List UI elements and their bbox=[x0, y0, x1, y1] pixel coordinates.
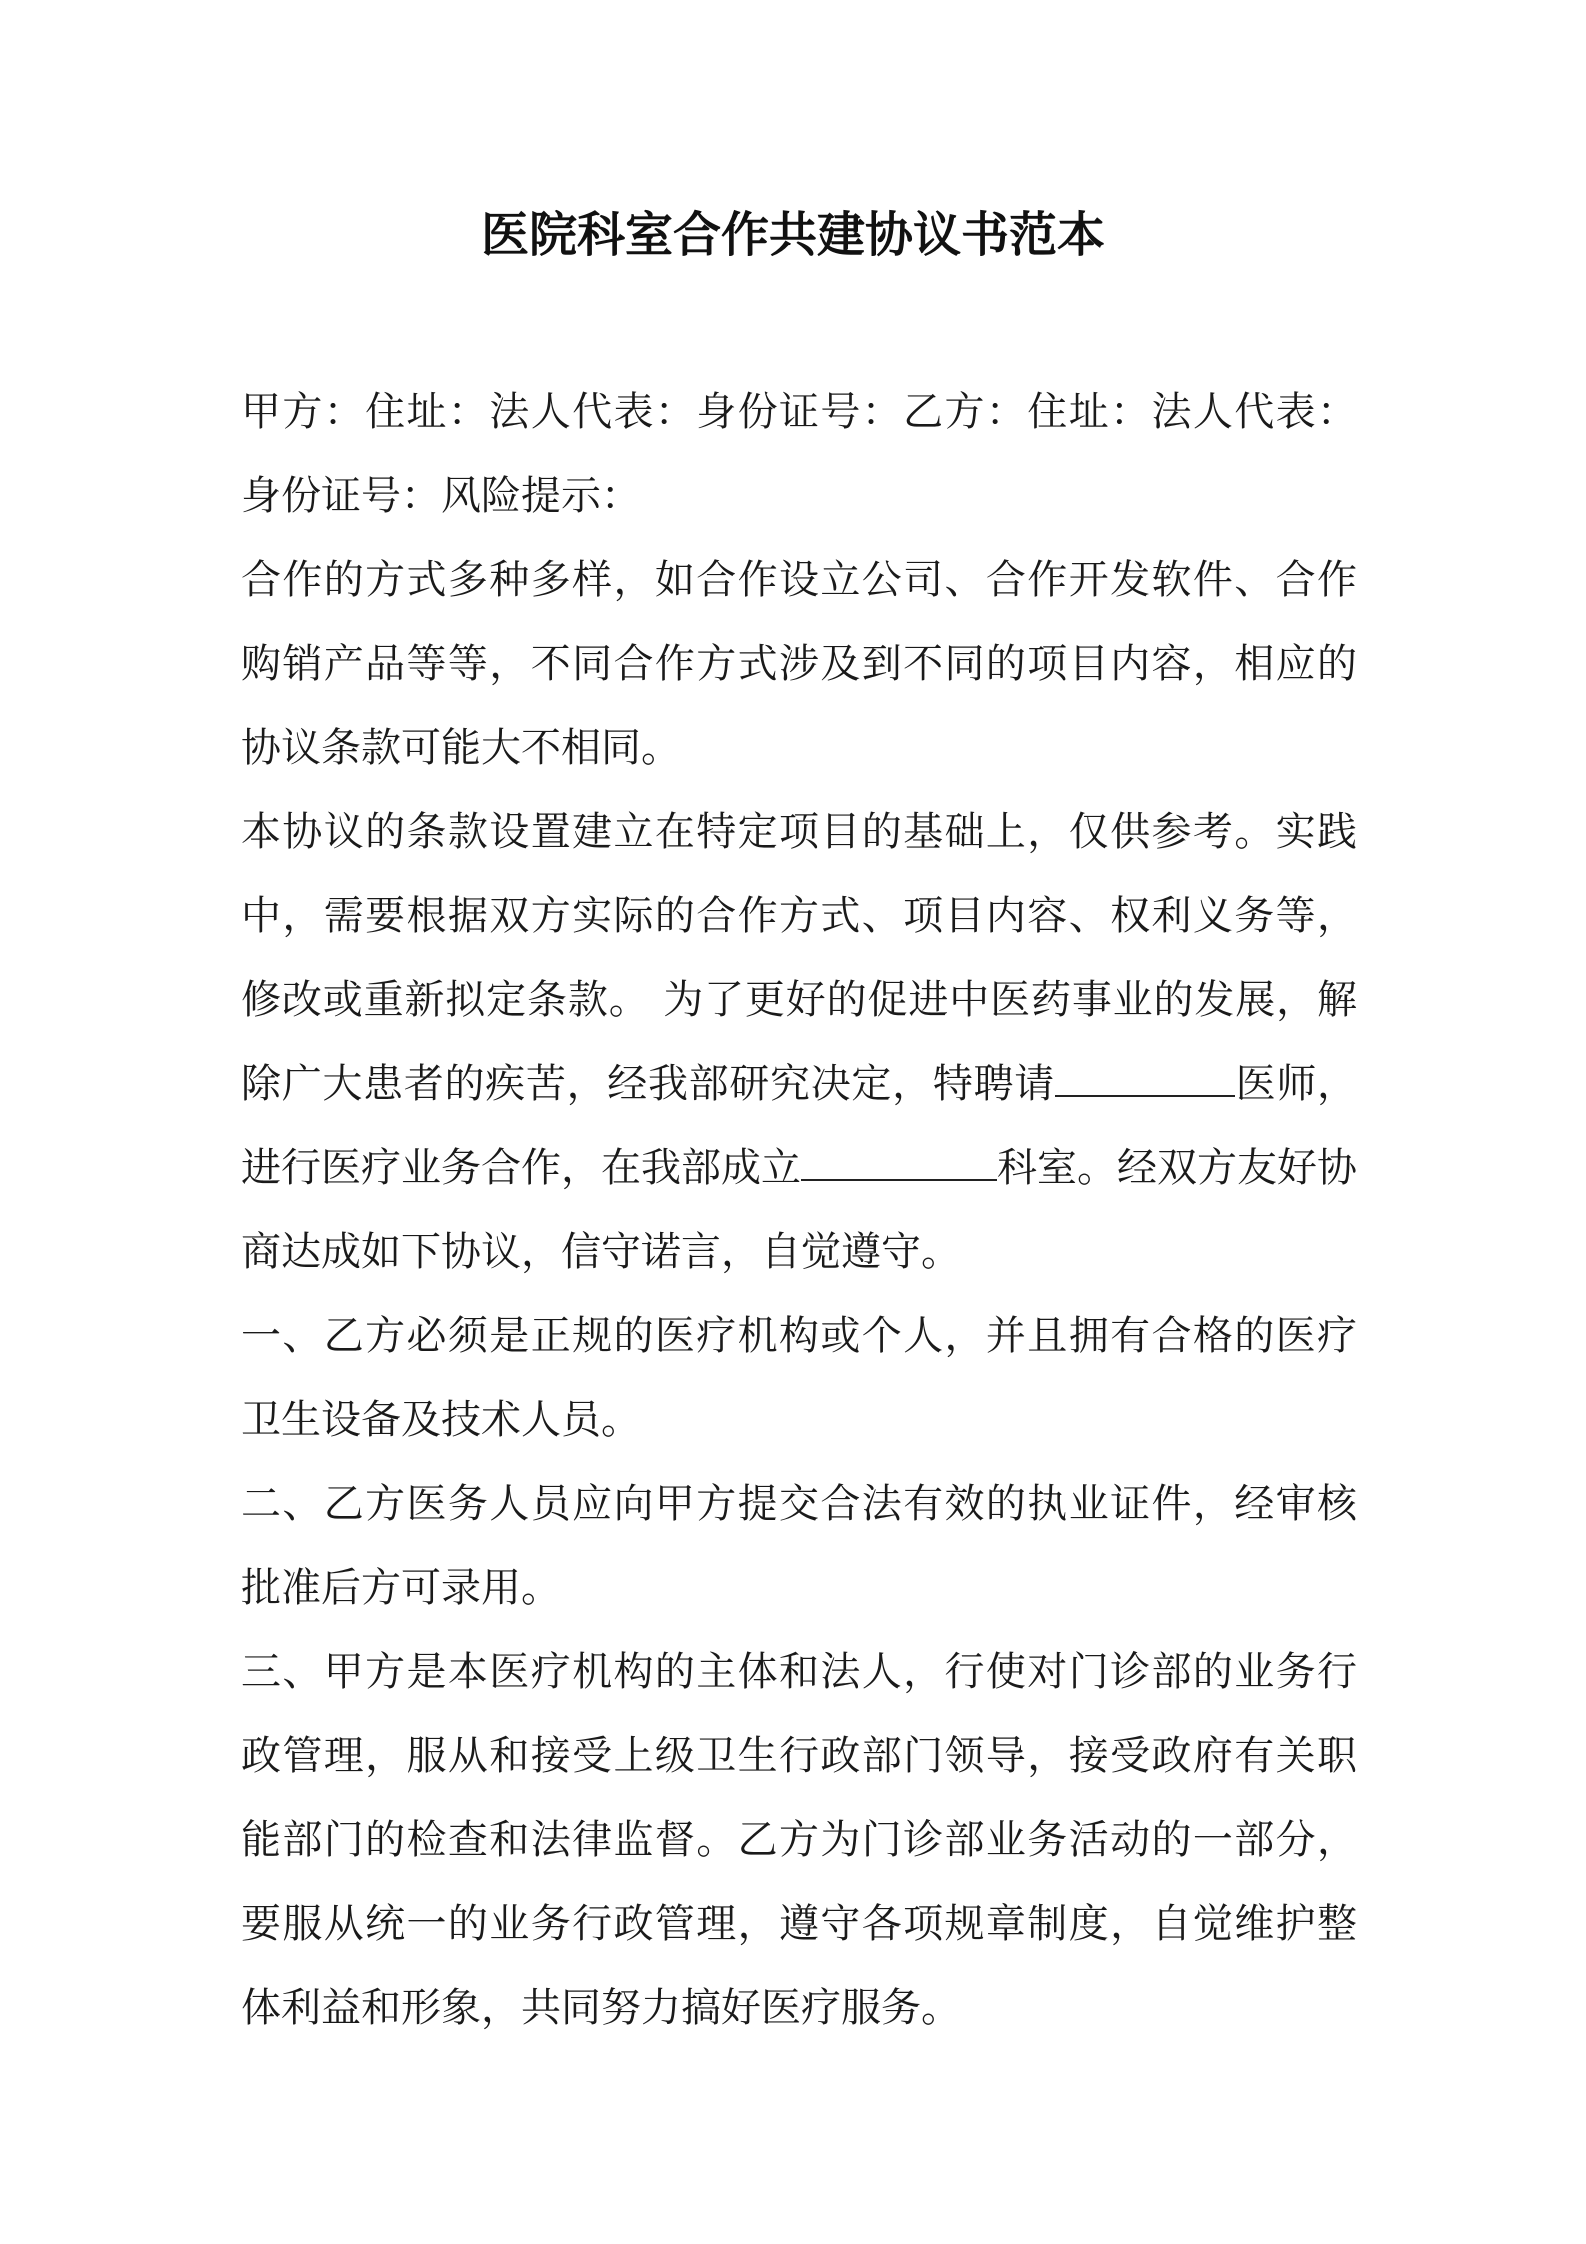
document-body bbox=[241, 370, 1357, 2050]
risk-paragraph-1: 合作的方式多种多样，如合作设立公司、合作开发软件、合作购销产品等等，不同合作方式涉及到不同的项目内容，相应的协议条款可能大不相同。 bbox=[241, 557, 1357, 771]
intro-text-2: 医师，进行医疗业务合作，在我部成立 bbox=[241, 1061, 1358, 1191]
risk-and-intro-paragraph bbox=[241, 790, 1357, 1294]
document-title: 医院科室合作共建协议书范本 bbox=[480, 207, 1105, 263]
clause-1: 一、乙方必须是正规的医疗机构或个人，并且拥有合格的医疗卫生设备及技术人员。 bbox=[241, 1313, 1357, 1443]
intro-text-3: 科室。经双方友好协商达成如下协议，信守诺言，自觉遵守。 bbox=[241, 1145, 1357, 1275]
parties-paragraph: 甲方：住址：法人代表：身份证号：乙方：住址：法人代表：身份证号：风险提示： bbox=[241, 389, 1357, 519]
clause-3: 三、甲方是本医疗机构的主体和法人，行使对门诊部的业务行政管理，服从和接受上级卫生行政部门领导，接受政府有关职能部门的检查和法律监督。乙方为门诊部业务活动的一部分，要服从统一的业务行政管理，遵守各项规章制度，自觉维护整体利益和形象，共同努力搞好医疗服务。 bbox=[241, 1649, 1357, 2031]
risk-paragraph-2: 本协议的条款设置建立在特定项目的基础上，仅供参考。实践中，需要根据双方实际的合作方式、项目内容、权利义务等，修改或重新拟定条款。 bbox=[241, 809, 1357, 1023]
doctor-name-blank bbox=[1055, 1059, 1235, 1097]
intro-text-1: 为了更好的促进中医药事业的发展，解除广大患者的疾苦，经我部研究决定，特聘请 bbox=[241, 977, 1357, 1107]
department-name-blank bbox=[801, 1143, 997, 1181]
clause-2: 二、乙方医务人员应向甲方提交合法有效的执业证件，经审核批准后方可录用。 bbox=[241, 1481, 1357, 1611]
